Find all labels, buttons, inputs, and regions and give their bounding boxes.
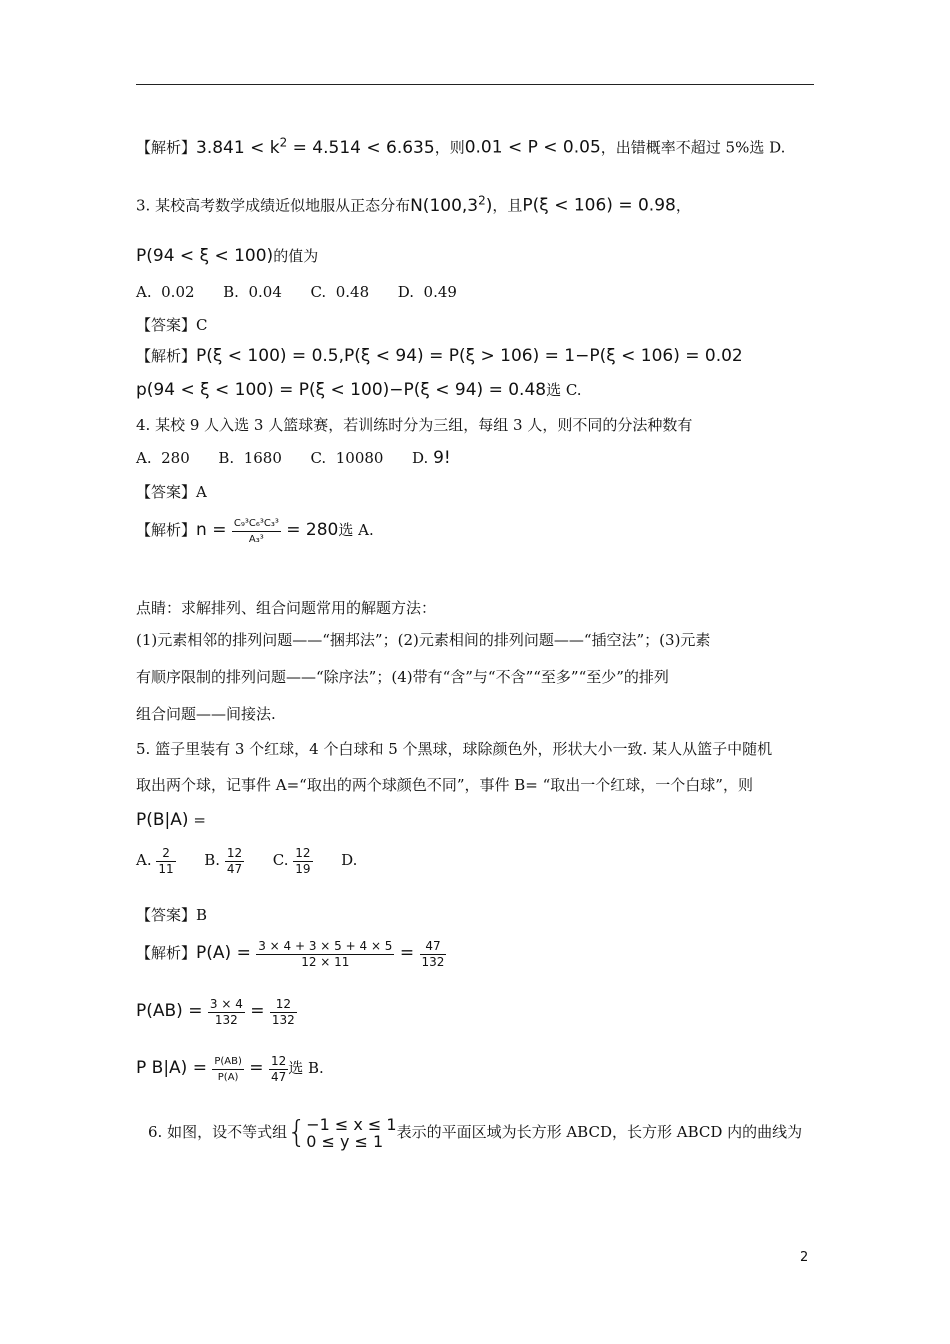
question-6-stem: 6. 如图，设不等式组{ −1 ≤ x ≤ 1 0 ≤ y ≤ 1 表示的平面区域为长方形 ABCD，长方形 ABCD 内的曲线为 [148,1115,803,1151]
option-a-fraction: $\frac{2}{11}$ [158,845,174,876]
math-normal-dist: N(100,3$^2$) [410,193,493,216]
tip-line-4: 组合问题——间接法. [136,705,276,723]
question-5-solution-3: P B|A) = $\frac{P(AB)}{P(A)}$ = $\frac{12}{47}$ 选 B. [136,1053,324,1084]
fraction-combination: $\frac{\text{C₉³C₆³C₃³}}{\text{A₃³}}$ [233,517,279,545]
math-p-range: 0.01 < P < 0.05 [464,137,601,158]
question-4-solution: 【解析】n = $\frac{\text{C₉³C₆³C₃³}}{\text{A₃³}}$ = 280选 A. [136,517,374,545]
inequality-system: −1 ≤ x ≤ 1 0 ≤ y ≤ 1 [306,1115,397,1151]
question-5-options: A. $\frac{2}{11}$ B. $\frac{12}{47}$ C. $\frac{12}{19}$ D. [136,845,358,876]
tip-line-3: 有顺序限制的排列问题——“除序法”；(4)带有“含”与“不含”“至多”“至少”的排列 [136,668,669,686]
question-3-options: A. 0.02 B. 0.04 C. 0.48 D. 0.49 [136,283,457,301]
math-chi-square: $3.841 < k^2 = 4.514 < 6.635$ [196,135,435,158]
question-5-line-3: P(B|A) = [136,810,206,830]
question-5-solution-2: P(AB) = $\frac{3 \times 4}{132}$ = $\frac{12}{132}$ [136,996,295,1027]
question-3-stem-2: P(94 < ξ < 100)的值为 [136,246,319,266]
tip-line-1: 点睛：求解排列、组合问题常用的解题方法： [136,599,437,617]
brace-icon: { [287,1115,307,1150]
option-b-fraction: $\frac{12}{47}$ [226,845,243,876]
question-3-solution-1: 【解析】P(ξ < 100) = 0.5,P(ξ < 94) = P(ξ > 106) = 1−P(ξ < 106) = 0.02 [136,346,743,366]
question-5-solution-1: 【解析】P(A) = $\frac{3 \times 4 + 3 \times 5 + 4 \times 5}{12 \times 11}$ = $\frac{47}{132}$ [136,938,445,969]
solution-q2: 【解析】$3.841 < k^2 = 4.514 < 6.635$，则0.01 < P < 0.05，出错概率不超过 5%选 D. [136,135,786,158]
question-5-answer: 【答案】B [136,906,208,924]
header-rule [136,84,814,85]
question-4-stem: 4. 某校 9 人入选 3 人篮球赛，若训练时分为三组，每组 3 人，则不同的分法种数有 [136,416,693,434]
math-prob-106: P(ξ < 106) = 0.98 [522,195,676,216]
question-3-answer: 【答案】C [136,316,208,334]
tip-line-2: (1)元素相邻的排列问题——“捆邦法”；(2)元素相间的排列问题——“插空法”；(3)元素 [136,631,711,649]
question-5-line-1: 5. 篮子里装有 3 个红球，4 个白球和 5 个黑球，球除颜色外，形状大小一致. 某人从篮子中随机 [136,740,773,758]
solution-tag: 【解析】 [136,138,197,157]
question-4-answer: 【答案】A [136,483,207,501]
math-prob-range: P(94 < ξ < 100) [136,246,274,266]
question-3-stem: 3. 某校高考数学成绩近似地服从正态分布N(100,3$^2$)，且P(ξ < 106) = 0.98， [136,193,691,216]
option-c-fraction: $\frac{12}{19}$ [295,845,311,876]
question-5-line-2: 取出两个球，记事件 A=“取出的两个球颜色不同”，事件 B= “取出一个红球，一个白球”，则 [136,776,753,794]
question-4-options: A. 280 B. 1680 C. 10080 D. 9! [136,448,451,468]
question-3-solution-2: p(94 < ξ < 100) = P(ξ < 100)−P(ξ < 94) = 0.48选 C. [136,380,582,400]
page-number: 2 [800,1250,809,1265]
